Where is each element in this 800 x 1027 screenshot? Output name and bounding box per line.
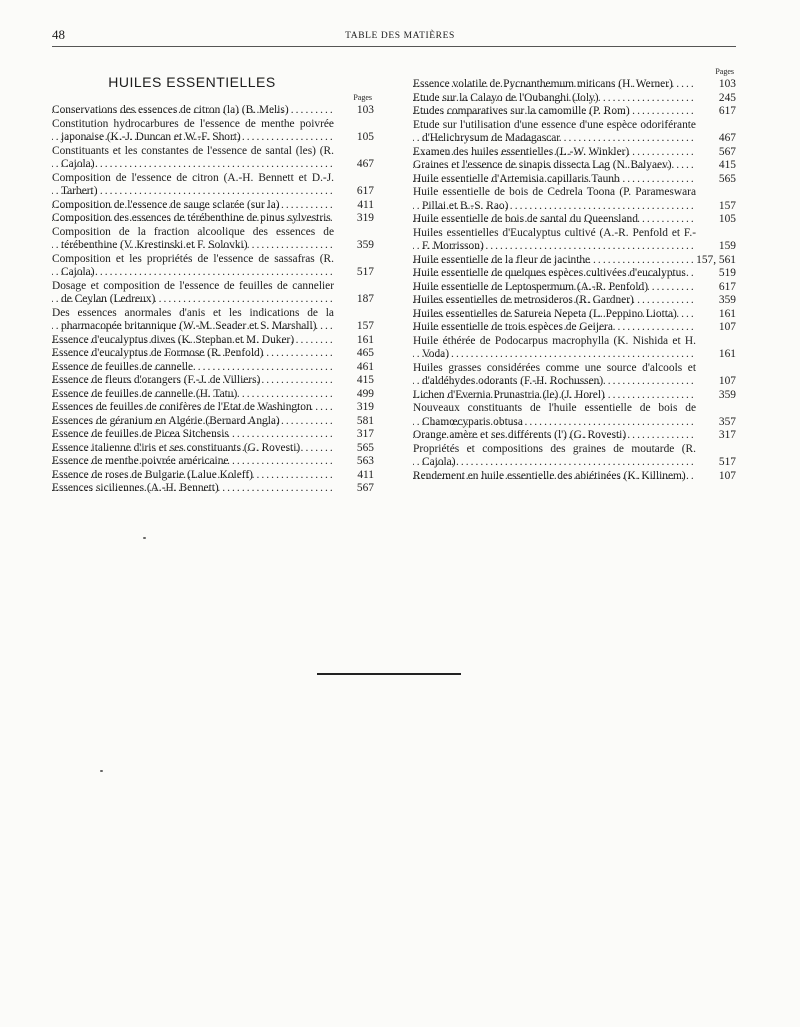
toc-entry-page: 617 [334, 185, 374, 199]
toc-entry-title: Essences siciliennes (A.-H. Bennett) . . . [52, 482, 219, 494]
toc-entry [413, 227, 736, 254]
toc-entry-title: Dosage et composition de l'essence de feuilles de cannelier de Ceylan (Ledreux) . . . [52, 280, 334, 306]
toc-entry [413, 443, 736, 470]
toc-entry-title: Lichen d'Evernia Prunastria (le) (J. Horel) . . . [413, 389, 605, 401]
toc-entry-title: Etudes comparatives sur la camomille (P. Rom) . . . [413, 105, 630, 117]
toc-entry [52, 374, 374, 388]
toc-entry [52, 307, 374, 334]
toc-entry-title: Huiles grasses considérées comme une source d'alcools et d'aldéhydes odorants (F.-H. Rochussen) . . . [413, 362, 696, 388]
toc-entry [413, 267, 736, 281]
toc-entry [52, 442, 374, 456]
toc-entry-page: 105 [696, 213, 736, 227]
toc-entry-page: 467 [334, 158, 374, 172]
toc-entry-page: 565 [334, 442, 374, 456]
toc-entry-title: Composition de l'essence de sauge sclarée (sur la) . . . [52, 199, 280, 211]
ink-speck [143, 537, 146, 539]
toc-entry [52, 388, 374, 402]
toc-entry [413, 173, 736, 187]
toc-entry [413, 389, 736, 403]
toc-entry [413, 78, 736, 92]
toc-entry [52, 226, 374, 253]
toc-entry [52, 253, 374, 280]
toc-entry-page: 157 [696, 200, 736, 214]
toc-entry-page: 563 [334, 455, 374, 469]
toc-entry-title: Des essences anormales d'anis et les indications de la pharmacopée britannique (W.-M. Seader et S. Marshall) . . . [52, 307, 334, 333]
toc-entry-title: Huile essentielle de quelques espèces cultivées d'eucalyptus . . . [413, 267, 686, 279]
toc-entry [52, 104, 374, 118]
toc-entry-page: 617 [696, 105, 736, 119]
ink-speck [100, 770, 103, 772]
toc-entry [413, 321, 736, 335]
toc-entry [52, 455, 374, 469]
toc-entry-title: Conservations des essences de citron (la) (B. Melis) . . . [52, 104, 289, 116]
toc-entry-page: 161 [696, 348, 736, 362]
header-rule [52, 46, 736, 47]
toc-entry [52, 347, 374, 361]
toc-entry [52, 415, 374, 429]
toc-entry-title: Huiles essentielles d'Eucalyptus cultivé (A.-R. Penfold et F.-F. Morrisson) . . . [413, 227, 696, 253]
toc-entry-page: 107 [696, 375, 736, 389]
toc-entry-title: Essence d'eucalyptus de Formose (R. Penfold) . . . [52, 347, 263, 359]
toc-entry-title: Propriétés et compositions des graines de moutarde (R. Cajola) . . . [413, 443, 696, 469]
toc-entry [413, 105, 736, 119]
toc-entry [413, 335, 736, 362]
toc-entry [413, 119, 736, 146]
toc-entry [413, 146, 736, 160]
toc-entry [413, 429, 736, 443]
toc-entry [52, 118, 374, 145]
toc-entry-title: Graines et l'essence de sinapis dissecta Lag (N. Balyaev) . . . [413, 159, 672, 171]
left-entries [52, 104, 374, 496]
toc-entry-title: Essence de feuilles de Picea Sitchensis . . . [52, 428, 229, 440]
toc-entry-page: 411 [334, 199, 374, 213]
toc-entry-page: 359 [696, 294, 736, 308]
toc-entry-page: 157 [334, 320, 374, 334]
toc-entry-title: Huile essentielle de Leptospermum (A.-R. Penfold) . . . [413, 281, 648, 293]
left-column [52, 76, 374, 496]
toc-entry-page: 161 [696, 308, 736, 322]
toc-entry-page: 105 [334, 131, 374, 145]
toc-entry-title: Essences de géranium en Algérie (Bernard Angla) . . . [52, 415, 280, 427]
toc-entry-title: Essence de feuilles de cannelle (H. Tatu) . . . [52, 388, 237, 400]
toc-entry-page: 461 [334, 361, 374, 375]
toc-entry-title: Orange amère et ses différents (l') (G. Rovesti) . . . [413, 429, 626, 441]
toc-entry [413, 92, 736, 106]
toc-entry-page: 107 [696, 470, 736, 484]
section-title: HUILES ESSENTIELLES [108, 74, 276, 90]
toc-entry [413, 362, 736, 389]
toc-entry-title: Composition de l'essence de citron (A.-H. Bennett et D.-J. Tarbert) . . . [52, 172, 334, 198]
toc-entry-title: Essence de feuilles de cannelle . . . [52, 361, 193, 373]
toc-entry-title: Essence de roses de Bulgarie (Lalue Koleff) . . . [52, 469, 253, 481]
toc-entry-page: 359 [334, 239, 374, 253]
toc-entry-page: 317 [696, 429, 736, 443]
toc-entry-page: 499 [334, 388, 374, 402]
running-title: TABLE DES MATIÈRES [345, 31, 455, 41]
toc-entry-title: Essences de feuilles de conifères de l'Etat de Washington . . . [52, 401, 312, 413]
toc-entry-title: Huile essentielle de bois de santal du Queensland . . . [413, 213, 638, 225]
pages-label: Pages [353, 93, 372, 102]
toc-entry-page: 567 [696, 146, 736, 160]
toc-entry [52, 469, 374, 483]
toc-entry-title: Huile essentielle de trois espèces de Geijera . . . [413, 321, 613, 333]
toc-entry-page: 517 [696, 456, 736, 470]
toc-entry-page: 357 [696, 416, 736, 430]
toc-entry [413, 294, 736, 308]
toc-entry-page: 107 [696, 321, 736, 335]
toc-entry-page: 161 [334, 334, 374, 348]
toc-entry-title: Composition de la fraction alcoolique des essences de térébenthine (V. Krestinski et F. Solovki) . . . [52, 226, 334, 252]
right-column [413, 66, 736, 483]
toc-entry [413, 159, 736, 173]
toc-entry [413, 308, 736, 322]
toc-entry-page: 415 [334, 374, 374, 388]
toc-entry-title: Constitution hydrocarbures de l'essence de menthe poivrée japonaise (K.-J. Duncan et W.-F. Short) . . . [52, 118, 334, 144]
toc-entry-title: Constituants et les constantes de l'essence de santal (les) (R. Cajola) . . . [52, 145, 334, 171]
right-entries [413, 78, 736, 483]
toc-entry [52, 334, 374, 348]
toc-entry-page: 319 [334, 212, 374, 226]
pages-label: Pages [715, 67, 734, 76]
toc-entry-title: Composition des essences de térébenthine de pinus sylvestris . . . [52, 212, 331, 224]
toc-entry [413, 254, 736, 268]
toc-entry-page: 187 [334, 293, 374, 307]
toc-entry-title: Huile essentielle d'Artemisia capillaris Taunb . . . [413, 173, 620, 185]
toc-entry-page: 359 [696, 389, 736, 403]
toc-entry [413, 470, 736, 484]
toc-entry-title: Etude sur l'utilisation d'une essence d'une espèce odoriférante d'Helichrysum de Madagascar . . . [413, 119, 696, 145]
toc-entry-title: Essence d'eucalyptus dives (K. Stephan et M. Duker) . . . [52, 334, 294, 346]
toc-entry-title: Rendement en huile essentielle des abiétinées (K. Killinem) . . . [413, 470, 686, 482]
toc-entry [52, 361, 374, 375]
toc-entry-page: 103 [334, 104, 374, 118]
toc-entry [52, 401, 374, 415]
toc-entry-page: 567 [334, 482, 374, 496]
toc-entry [52, 428, 374, 442]
toc-entry-page: 317 [334, 428, 374, 442]
toc-entry [413, 402, 736, 429]
toc-entry-page: 565 [696, 173, 736, 187]
toc-entry [413, 186, 736, 213]
toc-entry-title: Examen des huiles essentielles (L.-W. Winkler) . . . [413, 146, 629, 158]
toc-entry-title: Huiles essentielles de metrosideros (R. Gardner) . . . [413, 294, 634, 306]
toc-entry-title: Huile essentielle de la fleur de jacinthe . . . [413, 254, 590, 266]
toc-entry-title: Huile éthérée de Podocarpus macrophylla (K. Nishida et H. Voda) . . . [413, 335, 696, 361]
toc-entry-page: 617 [696, 281, 736, 295]
toc-entry [52, 199, 374, 213]
toc-entry-page: 467 [696, 132, 736, 146]
toc-entry-title: Essence italienne d'iris et ses constituants (G. Rovesti) . . . [52, 442, 300, 454]
toc-entry-page: 103 [696, 78, 736, 92]
toc-entry-title: Composition et les propriétés de l'essence de sassafras (R. Cajola) . . . [52, 253, 334, 279]
toc-entry-title: Essence volatile de Pycnanthemum miticans (H. Werner) . . . [413, 78, 673, 90]
toc-entry [52, 145, 374, 172]
toc-entry [52, 482, 374, 496]
toc-entry-page: 319 [334, 401, 374, 415]
toc-entry-page: 415 [696, 159, 736, 173]
page-number: 48 [52, 27, 65, 42]
toc-entry-title: Huiles essentielles de Satureia Nepeta (L. Peppino Liotta) . . . [413, 308, 677, 320]
toc-entry-title: Essence de menthe poivrée américaine . . . [52, 455, 228, 467]
toc-entry-page: 411 [334, 469, 374, 483]
toc-entry [52, 172, 374, 199]
closing-rule [317, 673, 461, 675]
toc-entry-page: 159 [696, 240, 736, 254]
toc-entry [413, 213, 736, 227]
toc-entry [52, 280, 374, 307]
toc-entry-title: Essence de fleurs d'orangers (F.-J. de Villiers) . . . [52, 374, 260, 386]
toc-entry-title: Huile essentielle de bois de Cedrela Toona (P. Parameswara Pillai et B.-S. Rao) . . . [413, 186, 696, 212]
toc-entry [413, 281, 736, 295]
toc-entry-page: 157, 561 [696, 253, 736, 266]
toc-entry-page: 465 [334, 347, 374, 361]
toc-entry-page: 519 [696, 267, 736, 281]
toc-entry-page: 245 [696, 92, 736, 106]
toc-entry [52, 212, 374, 226]
toc-entry-title: Etude sur la Calayo de l'Oubanghi (Joly) . . . [413, 92, 599, 104]
toc-entry-page: 517 [334, 266, 374, 280]
toc-entry-page: 581 [334, 415, 374, 429]
toc-entry-title: Nouveaux constituants de l'huile essentielle de bois de Chamœcyparis obtusa . . . [413, 402, 696, 428]
